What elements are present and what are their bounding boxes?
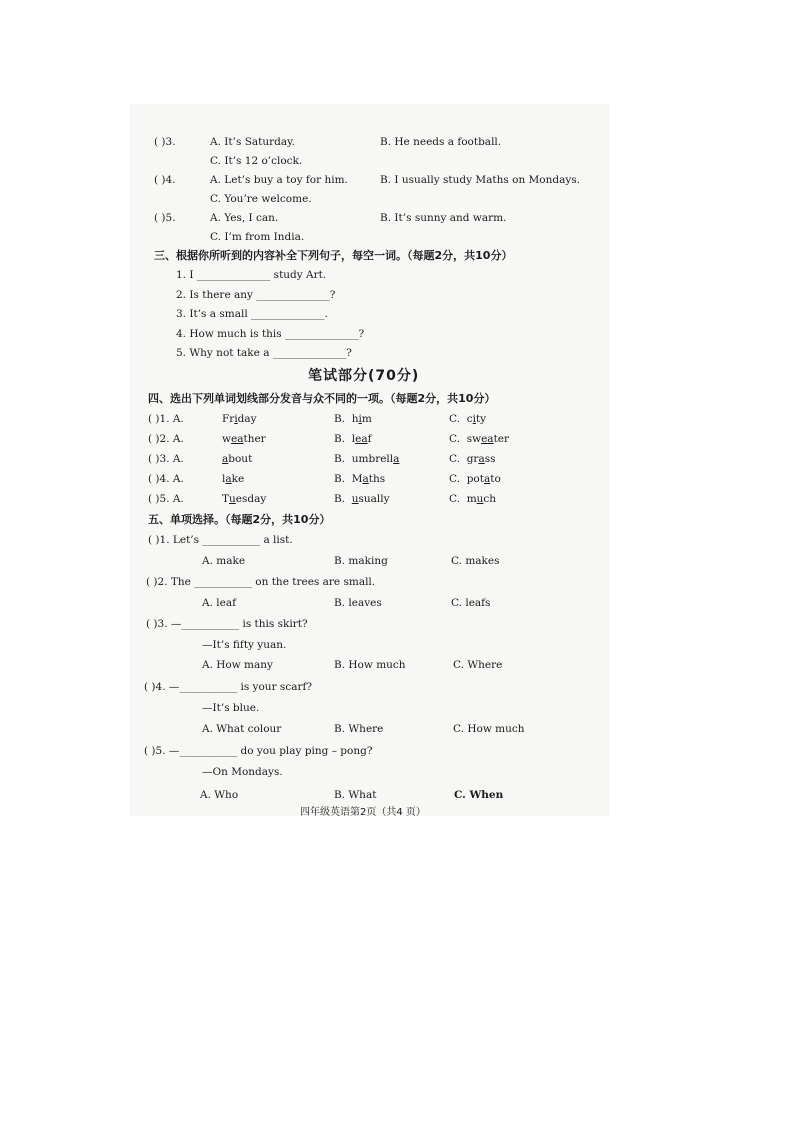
s4-row-4-word-c: C. potato: [449, 473, 501, 485]
s5-q5-stem: ( )5. —___________ do you play ping – pong?: [144, 745, 373, 757]
s2-q5-option-b: B. It’s sunny and warm.: [380, 212, 507, 224]
s3-item-2: 2. Is there any ______________?: [176, 289, 336, 301]
s2-q4-option-a: A. Let’s buy a toy for him.: [210, 174, 348, 186]
s4-row-3-word-c: C. grass: [449, 453, 496, 465]
s5-q2-option-a: A. leaf: [202, 597, 236, 609]
s2-q3-option-b: B. He needs a football.: [380, 136, 502, 148]
s5-q5-answer: —On Mondays.: [202, 766, 283, 778]
written-part-title: 笔试部分(70分): [308, 368, 420, 384]
s4-row-4-word-a: lake: [222, 473, 245, 485]
s4-row-1-word-b: B. him: [334, 413, 372, 425]
s4-row-2-word-a: weather: [222, 433, 266, 445]
s5-q4-option-b: B. Where: [334, 723, 384, 735]
s4-row-5-word-b: B. usually: [334, 493, 390, 505]
s5-q3-option-a: A. How many: [202, 659, 273, 671]
s4-row-2-word-c: C. sweater: [449, 433, 510, 445]
s2-q5-option-c: C. I’m from India.: [210, 231, 305, 243]
s4-row-3-word-b: B. umbrella: [334, 453, 400, 465]
s5-q3-stem: ( )3. —___________ is this skirt?: [146, 618, 308, 630]
s2-q5-paren: ( )5.: [154, 212, 176, 224]
s4-row-1-word-a: Friday: [222, 413, 257, 425]
s3-item-3: 3. It’s a small ______________.: [176, 308, 328, 320]
s5-q3-option-c: C. Where: [453, 659, 503, 671]
s4-row-1-word-c: C. city: [449, 413, 487, 425]
s5-q4-stem: ( )4. —___________ is your scarf?: [144, 681, 312, 693]
s4-row-5-word-c: C. much: [449, 493, 497, 505]
s4-row-5-num: ( )5. A.: [148, 493, 184, 505]
s5-q1-option-c: C. makes: [451, 555, 500, 567]
s2-q3-option-a: A. It’s Saturday.: [210, 136, 295, 148]
s5-q4-option-a: A. What colour: [202, 723, 282, 735]
page-footer: 四年级英语第2页（共4 页）: [300, 807, 426, 818]
s4-row-3-word-a: about: [222, 453, 253, 465]
section-4-heading: 四、选出下列单词划线部分发音与众不同的一项。（每题2分，共10分）: [148, 392, 496, 405]
s5-q3-answer: —It’s fifty yuan.: [202, 639, 287, 651]
s5-q2-option-b: B. leaves: [334, 597, 382, 609]
s5-q5-option-b: B. What: [334, 789, 377, 801]
s5-q4-option-c: C. How much: [453, 723, 525, 735]
s5-q1-option-b: B. making: [334, 555, 388, 567]
s5-q4-answer: —It’s blue.: [202, 702, 260, 714]
s4-row-1-num: ( )1. A.: [148, 413, 184, 425]
s5-q2-option-c: C. leafs: [451, 597, 491, 609]
s5-q3-option-b: B. How much: [334, 659, 406, 671]
s4-row-4-num: ( )4. A.: [148, 473, 184, 485]
s3-item-1: 1. I ______________ study Art.: [176, 269, 327, 281]
s2-q4-paren: ( )4.: [154, 174, 176, 186]
s3-item-5: 5. Why not take a ______________?: [176, 347, 352, 359]
section-5-heading: 五、单项选择。（每题2分，共10分）: [148, 513, 331, 526]
s4-row-3-num: ( )3. A.: [148, 453, 184, 465]
s5-q5-option-a: A. Who: [200, 789, 239, 801]
s2-q4-option-b: B. I usually study Maths on Mondays.: [380, 174, 581, 186]
s4-row-5-word-a: Tuesday: [222, 493, 267, 505]
s5-q1-option-a: A. make: [202, 555, 246, 567]
s2-q4-option-c: C. You’re welcome.: [210, 193, 312, 205]
s2-q3-paren: ( )3.: [154, 136, 176, 148]
s3-item-4: 4. How much is this ______________?: [176, 328, 365, 340]
s5-q2-stem: ( )2. The ___________ on the trees are small.: [146, 576, 376, 588]
s4-row-4-word-b: B. Maths: [334, 473, 386, 485]
s4-row-2-num: ( )2. A.: [148, 433, 184, 445]
s5-q5-option-c: C. When: [454, 789, 504, 801]
s2-q5-option-a: A. Yes, I can.: [210, 212, 279, 224]
s5-q1-stem: ( )1. Let’s ___________ a list.: [148, 534, 293, 546]
s4-row-2-word-b: B. leaf: [334, 433, 372, 445]
section-3-heading: 三、根据你所听到的内容补全下列句子，每空一词。（每题2分，共10分）: [154, 249, 513, 262]
s2-q3-option-c: C. It’s 12 o’clock.: [210, 155, 303, 167]
